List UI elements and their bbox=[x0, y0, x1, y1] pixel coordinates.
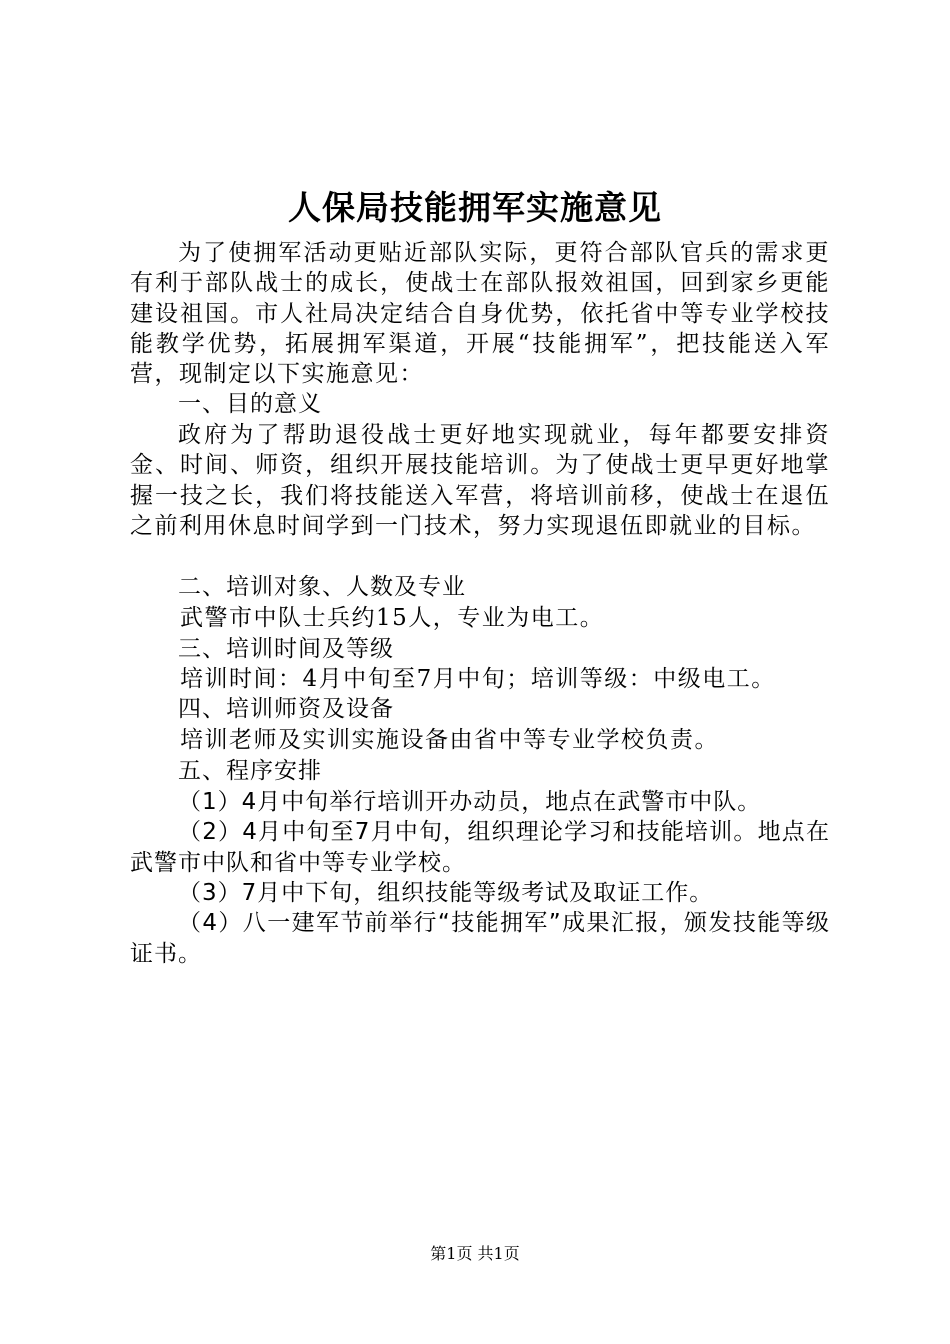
section-heading-schedule: 三、培训时间及等级 bbox=[178, 636, 394, 662]
section-text-schedule: 培训时间：4月中旬至7月中旬；培训等级：中级电工。 bbox=[180, 666, 776, 692]
section-text-teachers: 培训老师及实训实施设备由省中等专业学校负责。 bbox=[180, 727, 719, 753]
section-heading-purpose: 一、目的意义 bbox=[178, 391, 322, 417]
section-heading-procedure: 五、程序安排 bbox=[178, 758, 322, 784]
section-heading-teachers: 四、培训师资及设备 bbox=[178, 696, 394, 722]
intro-paragraph: 为了使拥军活动更贴近部队实际，更符合部队官兵的需求更有利于部队战士的成长，使战士在部队报效祖国，回到家乡更能建设祖国。市人社局决定结合自身优势，依托省中等专业学校技能教学优势，拓展拥军渠道，开展“技能拥军”，把技能送入军营，现制定以下实施意见： bbox=[130, 240, 830, 388]
procedure-item: （3）7月中下旬，组织技能等级考试及取证工作。 bbox=[178, 880, 714, 906]
document-title: 人保局技能拥军实施意见 bbox=[288, 188, 662, 227]
section-heading-trainees: 二、培训对象、人数及专业 bbox=[178, 574, 466, 600]
procedure-item: （1）4月中旬举行培训开办动员，地点在武警市中队。 bbox=[178, 789, 762, 815]
page-footer: 第1页 共1页 bbox=[430, 1244, 520, 1263]
section-text-trainees: 武警市中队士兵约15人，专业为电工。 bbox=[180, 605, 605, 631]
procedure-item: （4）八一建军节前举行“技能拥军”成果汇报，颁发技能等级证书。 bbox=[130, 910, 830, 967]
section-text-purpose: 政府为了帮助退役战士更好地实现就业，每年都要安排资金、时间、师资，组织开展技能培训。为了使战士更早更好地掌握一技之长，我们将技能送入军营，将培训前移，使战士在退伍之前利用休息时间学到一门技术，努力实现退伍即就业的目标。 bbox=[130, 422, 830, 539]
procedure-item: （2）4月中旬至7月中旬，组织理论学习和技能培训。地点在武警市中队和省中等专业学校。 bbox=[130, 819, 830, 876]
